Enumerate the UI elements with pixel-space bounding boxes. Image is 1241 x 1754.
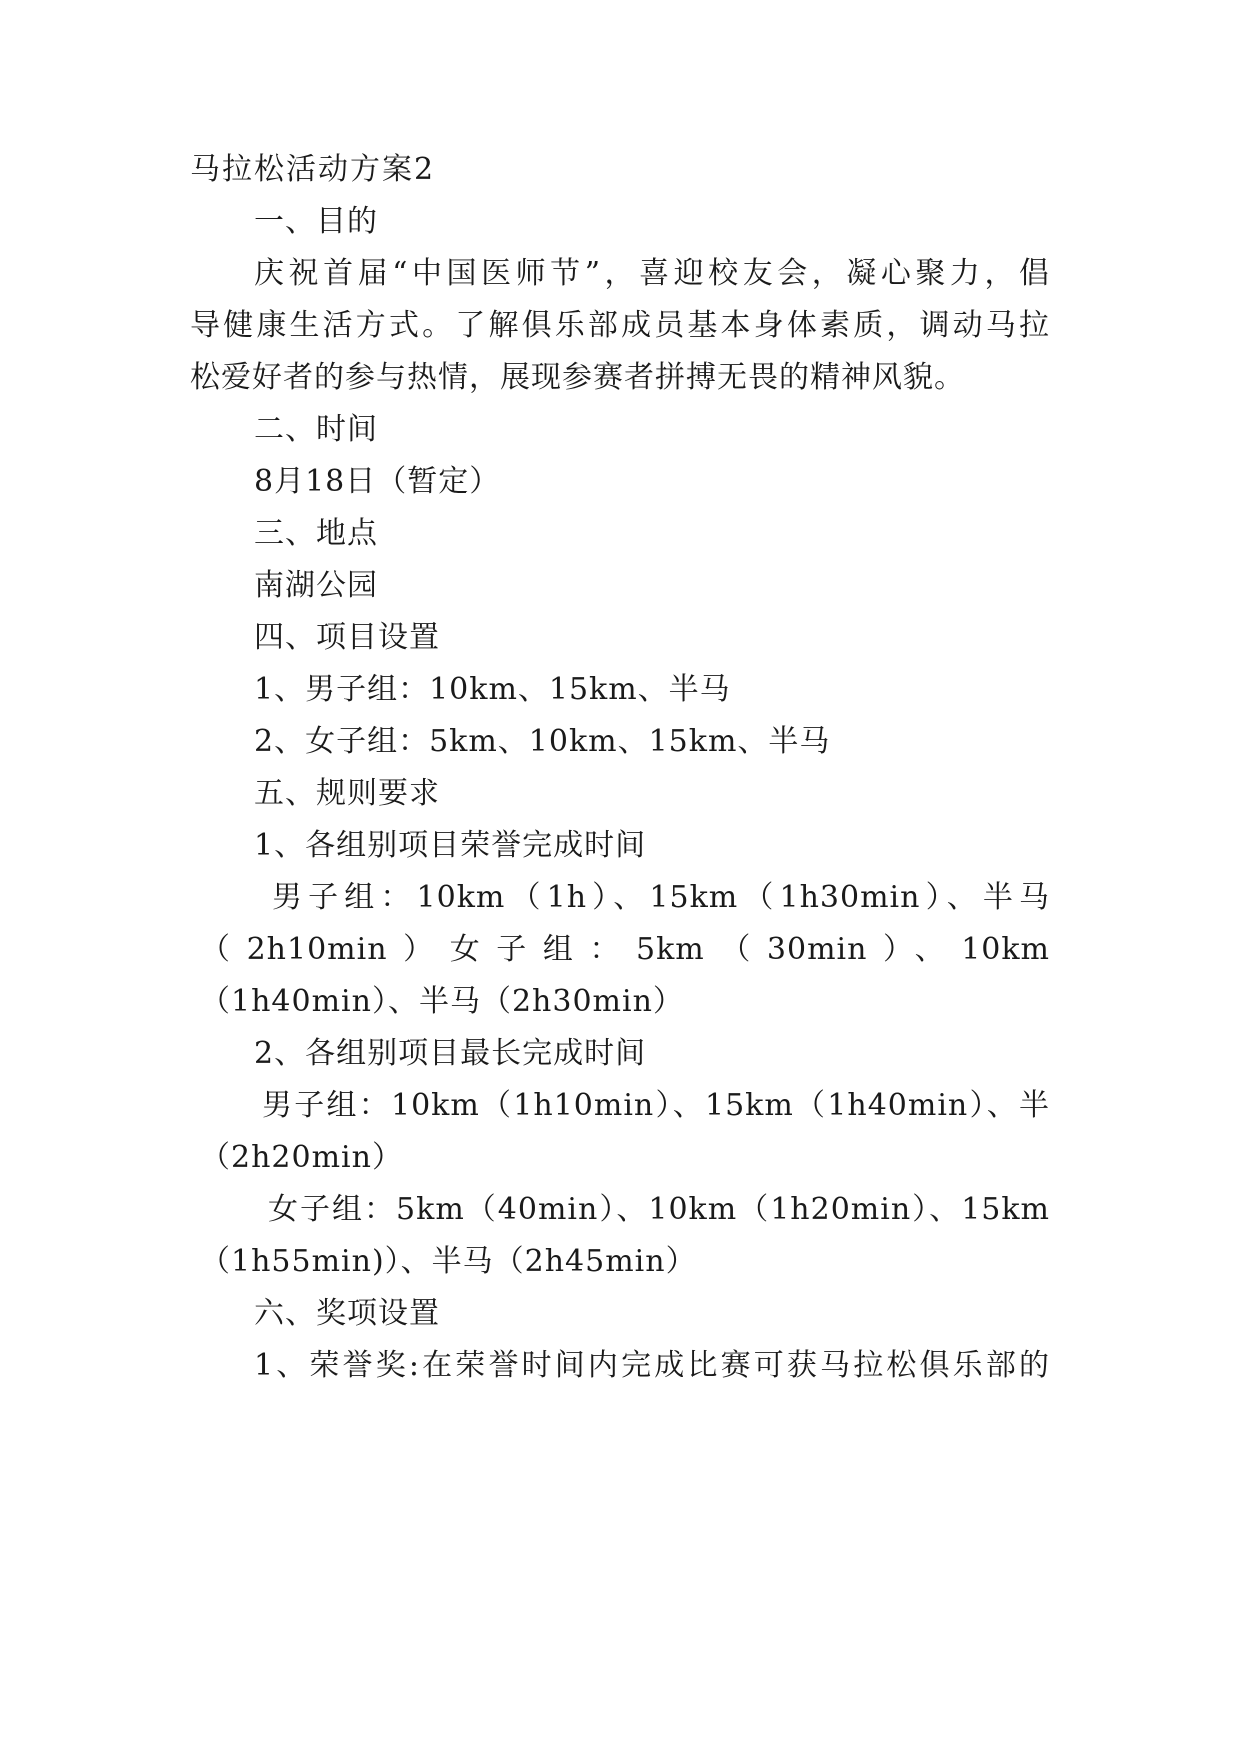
paragraph-line: 南湖公园 <box>254 568 378 603</box>
paragraph-line: （1h55min)）、半马（2h45min） <box>200 1244 697 1279</box>
section-heading-purpose: 一、目的 <box>254 204 378 239</box>
section-heading-awards: 六、奖项设置 <box>254 1296 440 1331</box>
section-heading-rules: 五、规则要求 <box>254 776 440 811</box>
paragraph-line: 庆祝首届“中国医师节”，喜迎校友会，凝心聚力，倡 <box>254 256 1050 291</box>
section-heading-events: 四、项目设置 <box>254 620 440 655</box>
document-title: 马拉松活动方案2 <box>190 152 436 187</box>
paragraph-line: 男子组：10km（1h）、15km（1h30min）、半马 <box>272 880 1050 915</box>
section-heading-time: 二、时间 <box>254 412 378 447</box>
paragraph-line: （1h40min）、半马（2h30min） <box>200 984 684 1019</box>
list-item: 1、荣誉奖:在荣誉时间内完成比赛可获马拉松俱乐部的 <box>254 1348 1050 1383</box>
paragraph-line: 松爱好者的参与热情，展现参赛者拼搏无畏的精神风貌。 <box>190 360 965 395</box>
list-item: 2、女子组：5km、10km、15km、半马 <box>254 724 831 759</box>
paragraph-line: 男子组：10km（1h10min）、15km（1h40min）、半 <box>262 1088 1050 1123</box>
paragraph-line: 8月18日（暂定） <box>254 464 501 499</box>
list-item: 1、男子组：10km、15km、半马 <box>254 672 731 707</box>
paragraph-line: 导健康生活方式。了解俱乐部成员基本身体素质，调动马拉 <box>190 308 1050 343</box>
list-item: 1、各组别项目荣誉完成时间 <box>254 828 647 863</box>
paragraph-line: （2h20min） <box>200 1140 403 1175</box>
paragraph-line: 女子组：5km（40min）、10km（1h20min）、15km <box>268 1192 1050 1227</box>
section-heading-location: 三、地点 <box>254 516 378 551</box>
list-item: 2、各组别项目最长完成时间 <box>254 1036 647 1071</box>
paragraph-line: （2h10min）女子组：5km（30min）、10km <box>200 932 1050 967</box>
